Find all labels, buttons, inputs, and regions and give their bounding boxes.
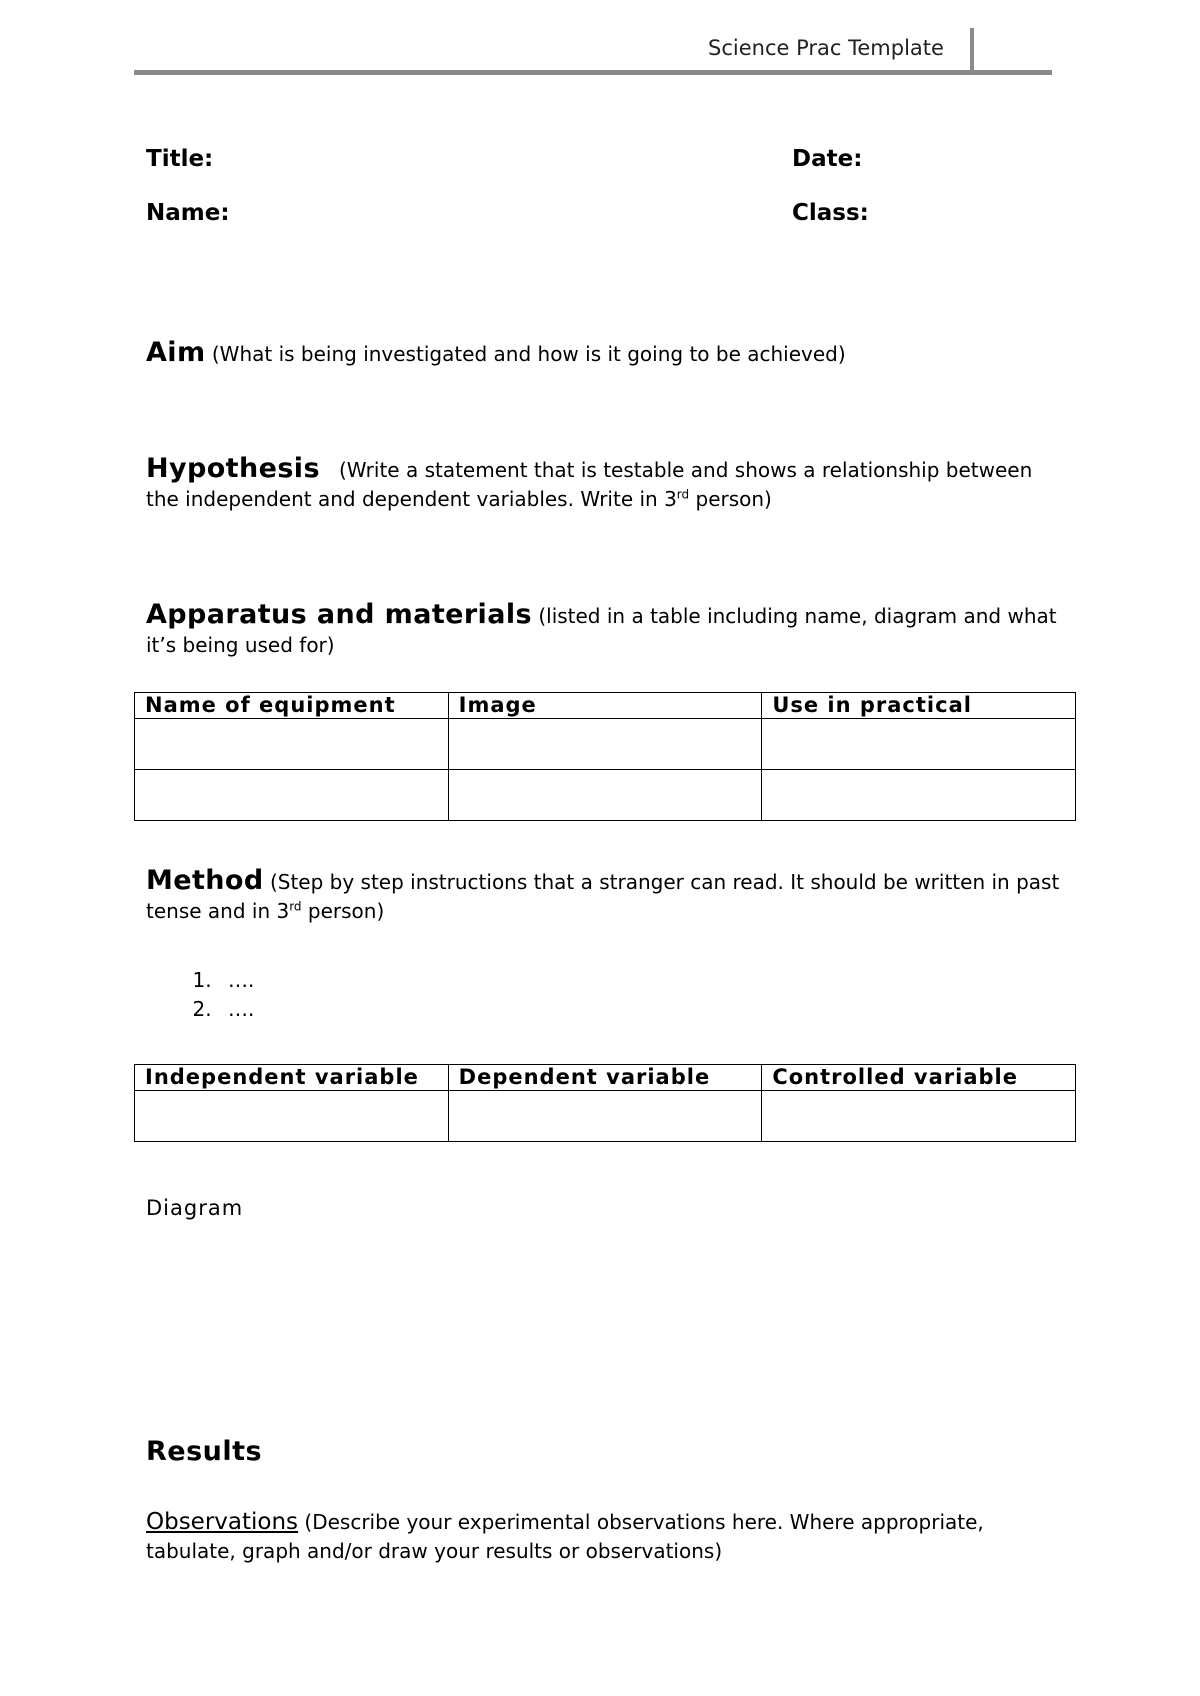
observations-heading: Observations	[146, 1509, 299, 1535]
table-cell[interactable]	[762, 1091, 1076, 1142]
hypothesis-section	[146, 454, 1066, 514]
list-item: 1. ….	[218, 966, 254, 995]
method-section	[146, 866, 1066, 926]
table-cell[interactable]	[762, 770, 1076, 821]
apparatus-table	[134, 692, 1076, 821]
title-label: Title:	[146, 146, 214, 172]
table-header-cell: Use in practical	[762, 693, 1076, 719]
table-header-row	[135, 1065, 1076, 1091]
table-row	[135, 719, 1076, 770]
variables-table	[134, 1064, 1076, 1142]
method-steps	[178, 966, 254, 1024]
table-header-cell: Name of equipment	[135, 693, 449, 719]
table-header-row	[135, 693, 1076, 719]
method-heading: Method	[146, 865, 264, 896]
table-cell[interactable]	[135, 770, 449, 821]
table-cell[interactable]	[448, 1091, 762, 1142]
hypothesis-heading: Hypothesis	[146, 453, 320, 484]
class-label: Class:	[792, 200, 869, 226]
header-rule	[134, 70, 1052, 75]
table-cell[interactable]	[448, 770, 762, 821]
observations-note: (Describe your experimental observations here. Where appropriate, tabulate, graph and/or draw your results or observations)	[146, 1510, 984, 1563]
table-header-cell: Image	[448, 693, 762, 719]
aim-section	[146, 338, 1066, 369]
aim-heading: Aim	[146, 337, 206, 368]
header-divider	[970, 28, 974, 72]
hypothesis-note: (Write a statement that is testable and shows a relationship between the independent and dependent variables. Write in 3rd person)	[146, 458, 1033, 511]
table-row	[135, 1091, 1076, 1142]
diagram-label: Diagram	[146, 1196, 244, 1220]
table-header-cell: Controlled variable	[762, 1065, 1076, 1091]
date-label: Date:	[792, 146, 863, 172]
method-note: (Step by step instructions that a stranger can read. It should be written in past tense and in 3rd person)	[146, 870, 1060, 923]
apparatus-section	[146, 600, 1066, 660]
aim-note: (What is being investigated and how is it going to be achieved)	[211, 342, 846, 366]
observations-section	[146, 1508, 1066, 1566]
list-item: 2. ….	[218, 995, 254, 1024]
table-row	[135, 770, 1076, 821]
results-heading: Results	[146, 1436, 263, 1467]
table-cell[interactable]	[135, 1091, 449, 1142]
table-cell[interactable]	[135, 719, 449, 770]
table-header-cell: Independent variable	[135, 1065, 449, 1091]
apparatus-note: (listed in a table including name, diagram and what it’s being used for)	[146, 604, 1057, 657]
table-cell[interactable]	[762, 719, 1076, 770]
table-cell[interactable]	[448, 719, 762, 770]
name-label: Name:	[146, 200, 230, 226]
table-header-cell: Dependent variable	[448, 1065, 762, 1091]
apparatus-heading: Apparatus and materials	[146, 599, 532, 630]
header-title: Science Prac Template	[708, 36, 944, 60]
